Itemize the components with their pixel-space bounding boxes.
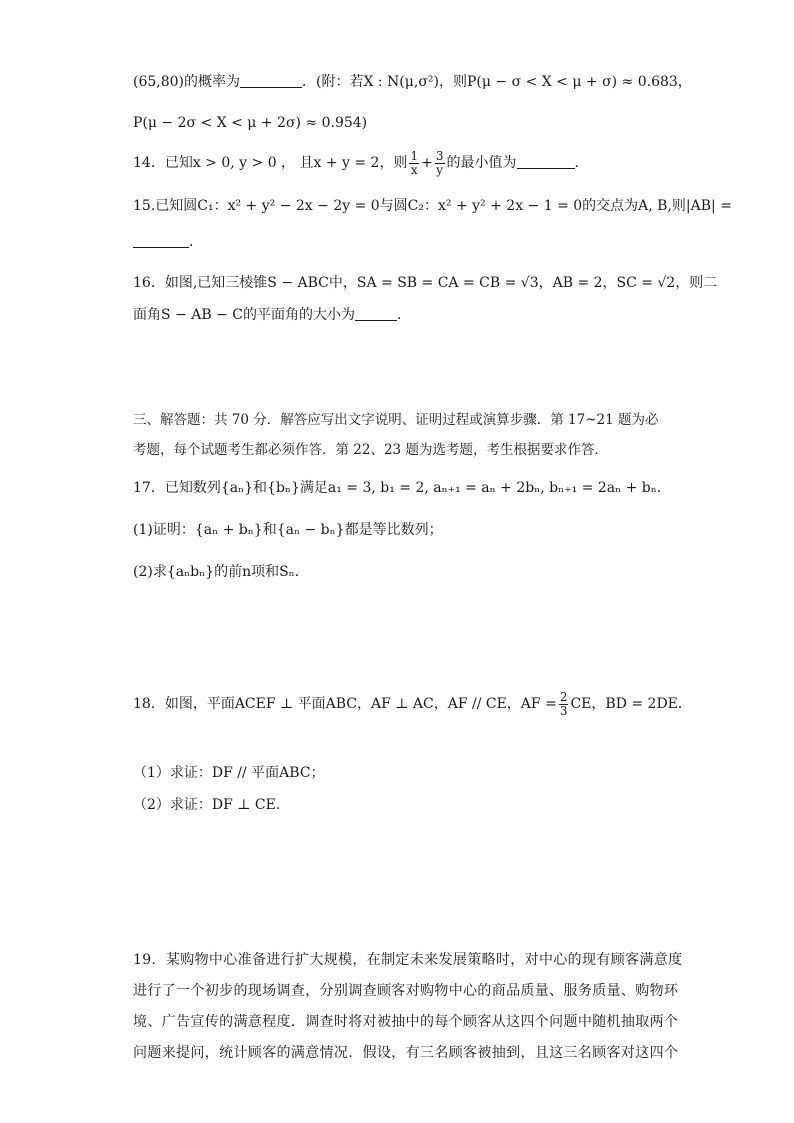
- q19-line-2: 进行了一个初步的现场调查，分别调查顾客对购物中心的商品质量、服务质量、购物环: [133, 983, 679, 999]
- q13-line-2: P(μ − 2σ < X < μ + 2σ) ≈ 0.954): [133, 115, 368, 131]
- q13-line-1: [133, 72, 692, 92]
- q19-line-4: 问题来提问，统计顾客的满意情况．假设，有三名顾客被抽到，且这三名顾客对这四个: [133, 1045, 679, 1061]
- q16-line-1: 16．如图,已知三棱锥S − ABC中，SA = SB = CA = CB = √3，AB = 2，SC = √2，则二: [133, 275, 718, 291]
- q16-text: 面角S − AB − C的平面角的大小为: [133, 307, 355, 323]
- q14-fraction-2: $\frac{3}{y}$: [435, 148, 444, 177]
- q15-line-2: [133, 232, 684, 252]
- q18-prefix: 18．如图，平面ACEF ⊥ 平面ABC，AF ⊥ AC，AF // CE，AF =: [133, 696, 557, 712]
- q14-plus: +: [421, 155, 433, 171]
- q18-fraction: $\frac{2}{3}$: [559, 689, 568, 718]
- q17-stem: 17．已知数列{aₙ}和{bₙ}满足a₁ = 3, b₁ = 2, aₙ₊₁ = aₙ + 2bₙ, bₙ₊₁ = 2aₙ + bₙ．: [133, 480, 671, 496]
- q14-suffix: 的最小值为: [446, 155, 517, 171]
- question-14: [133, 148, 684, 178]
- q13-answer-blank: [240, 73, 302, 88]
- q14-prefix: 14．已知x > 0, y > 0 ， 且x + y = 2，则: [133, 155, 408, 171]
- q18-part-2: （2）求证：DF ⊥ CE．: [133, 797, 290, 813]
- q13-note: ．(附：若X : N(μ,σ²)，则P(μ − σ < X < μ + σ) ≈ 0.683，: [302, 74, 692, 90]
- q18-part-1: （1）求证：DF // 平面ABC；: [133, 765, 325, 781]
- question-18: [133, 688, 692, 720]
- q18-suffix: CE，BD = 2DE．: [570, 696, 692, 712]
- section-3-line-2: 考题，每个试题考生都必须作答．第 22、23 题为选考题，考生根据要求作答．: [133, 442, 608, 458]
- q16-answer-blank: [355, 306, 397, 321]
- q16-line-2: [133, 305, 684, 325]
- q15-answer-blank: [133, 233, 189, 248]
- q13-text: (65,80)的概率为: [133, 74, 241, 90]
- q15-end: ．: [189, 234, 203, 250]
- q17-part-1: (1)证明：{aₙ + bₙ}和{aₙ − bₙ}都是等比数列；: [133, 522, 443, 538]
- q19-line-3: 境、广告宣传的满意程度．调查时将对被抽中的每个顾客从这四个问题中随机抽取两个: [133, 1014, 679, 1030]
- q16-end: ．: [396, 307, 411, 323]
- q14-answer-blank: [517, 154, 575, 169]
- q14-fraction-1: $\frac{1}{x}$: [410, 148, 419, 177]
- q14-end: ．: [574, 155, 589, 171]
- q19-line-1: 19．某购物中心准备进行扩大规模，在制定未来发展策略时，对中心的现有顾客满意度: [133, 952, 683, 968]
- q15-line-1: 15.已知圆C₁：x² + y² − 2x − 2y = 0与圆C₂：x² + y² + 2x − 1 = 0的交点为A, B,则|AB| =: [133, 198, 732, 214]
- section-3-line-1: 三、解答题：共 70 分．解答应写出文字说明、证明过程或演算步骤．第 17~21 题为必: [133, 412, 659, 428]
- q17-part-2: (2)求{aₙbₙ}的前n项和Sₙ．: [133, 564, 309, 580]
